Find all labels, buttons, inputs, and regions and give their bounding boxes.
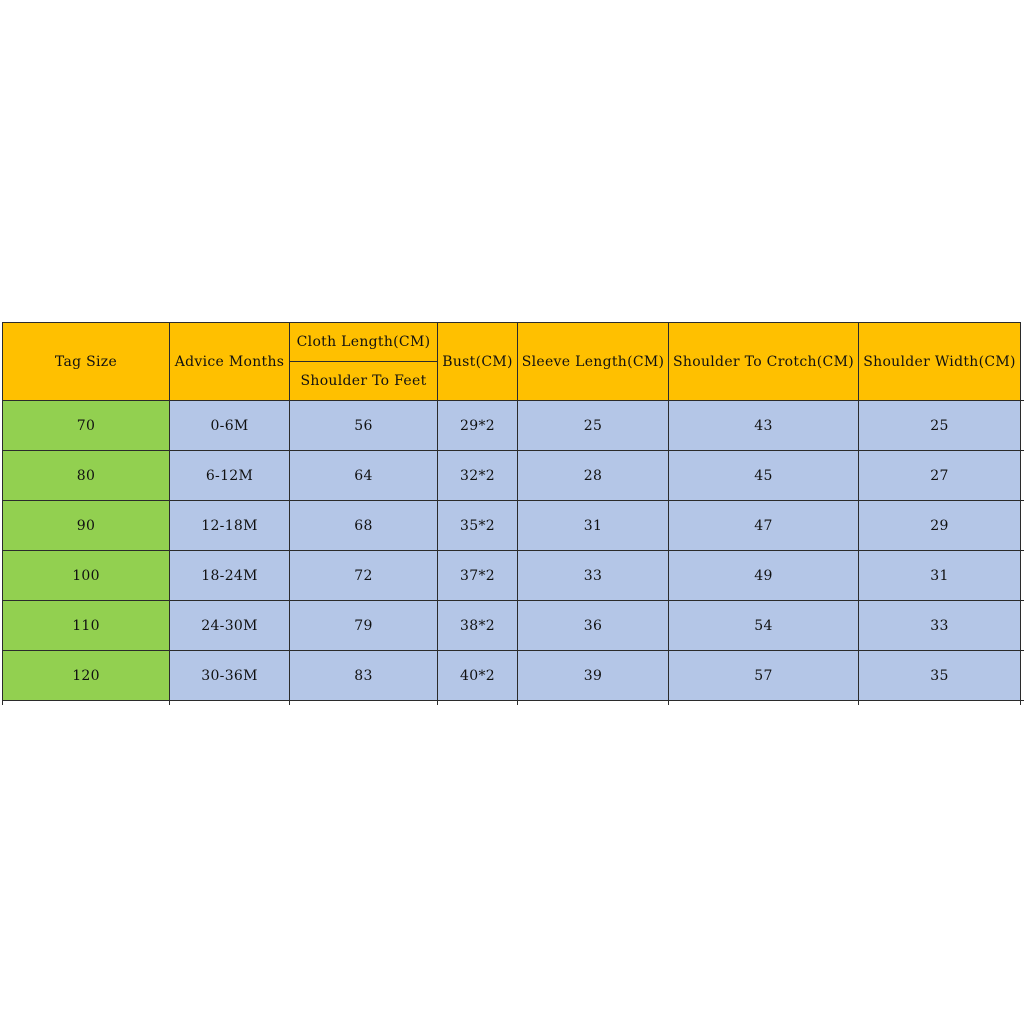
cell-advice-months: 6-12M (170, 451, 290, 501)
table-row (3, 451, 1024, 501)
header-cloth-length: Cloth Length(CM) (290, 323, 438, 362)
header-extra-column (1021, 323, 1024, 401)
tail-cell (1021, 701, 1024, 706)
tail-cell (3, 701, 170, 706)
header-row (3, 323, 1024, 362)
cell-shoulder-to-feet: 68 (290, 501, 438, 551)
cell-shoulder-to-feet: 72 (290, 551, 438, 601)
cell-sleeve-length: 28 (518, 451, 669, 501)
cell-bust: 32*2 (438, 451, 518, 501)
tail-cell (859, 701, 1021, 706)
cell-shoulder-width: 31 (859, 551, 1021, 601)
cell-shoulder-to-crotch: 57 (669, 651, 859, 701)
cell-tag-size: 80 (3, 451, 170, 501)
cell-shoulder-to-crotch: 45 (669, 451, 859, 501)
cell-shoulder-width: 25 (859, 401, 1021, 451)
cell-shoulder-width: 27 (859, 451, 1021, 501)
cell-advice-months: 30-36M (170, 651, 290, 701)
cell-extra (1021, 501, 1024, 551)
cell-advice-months: 0-6M (170, 401, 290, 451)
header-bust: Bust(CM) (438, 323, 518, 401)
cell-shoulder-to-crotch: 54 (669, 601, 859, 651)
size-chart (2, 322, 1024, 706)
cell-sleeve-length: 25 (518, 401, 669, 451)
table-row (3, 651, 1024, 701)
header-tag-size: Tag Size (3, 323, 170, 401)
cell-shoulder-width: 35 (859, 651, 1021, 701)
cell-advice-months: 12-18M (170, 501, 290, 551)
cell-shoulder-to-crotch: 47 (669, 501, 859, 551)
cell-extra (1021, 401, 1024, 451)
tail-cell (170, 701, 290, 706)
cell-shoulder-to-crotch: 43 (669, 401, 859, 451)
table-row (3, 551, 1024, 601)
header-shoulder-width: Shoulder Width(CM) (859, 323, 1021, 401)
cell-sleeve-length: 31 (518, 501, 669, 551)
size-table (2, 322, 1024, 705)
cell-bust: 29*2 (438, 401, 518, 451)
cell-tag-size: 90 (3, 501, 170, 551)
header-shoulder-to-feet: Shoulder To Feet (290, 362, 438, 401)
table-tail-row (3, 701, 1024, 706)
header-advice-months: Advice Months (170, 323, 290, 401)
cell-bust: 35*2 (438, 501, 518, 551)
cell-extra (1021, 601, 1024, 651)
cell-shoulder-to-feet: 83 (290, 651, 438, 701)
table-row (3, 401, 1024, 451)
cell-bust: 37*2 (438, 551, 518, 601)
cell-advice-months: 24-30M (170, 601, 290, 651)
tail-cell (438, 701, 518, 706)
cell-shoulder-to-feet: 79 (290, 601, 438, 651)
tail-cell (518, 701, 669, 706)
cell-shoulder-to-crotch: 49 (669, 551, 859, 601)
cell-sleeve-length: 39 (518, 651, 669, 701)
cell-shoulder-width: 29 (859, 501, 1021, 551)
tail-cell (290, 701, 438, 706)
cell-advice-months: 18-24M (170, 551, 290, 601)
cell-shoulder-to-feet: 64 (290, 451, 438, 501)
table-row (3, 501, 1024, 551)
cell-sleeve-length: 36 (518, 601, 669, 651)
cell-shoulder-width: 33 (859, 601, 1021, 651)
cell-bust: 38*2 (438, 601, 518, 651)
cell-tag-size: 110 (3, 601, 170, 651)
header-sleeve-length: Sleeve Length(CM) (518, 323, 669, 401)
cell-tag-size: 120 (3, 651, 170, 701)
cell-extra (1021, 551, 1024, 601)
cell-tag-size: 100 (3, 551, 170, 601)
cell-bust: 40*2 (438, 651, 518, 701)
cell-extra (1021, 651, 1024, 701)
table-row (3, 601, 1024, 651)
cell-shoulder-to-feet: 56 (290, 401, 438, 451)
header-shoulder-to-crotch: Shoulder To Crotch(CM) (669, 323, 859, 401)
cell-sleeve-length: 33 (518, 551, 669, 601)
cell-extra (1021, 451, 1024, 501)
tail-cell (669, 701, 859, 706)
cell-tag-size: 70 (3, 401, 170, 451)
